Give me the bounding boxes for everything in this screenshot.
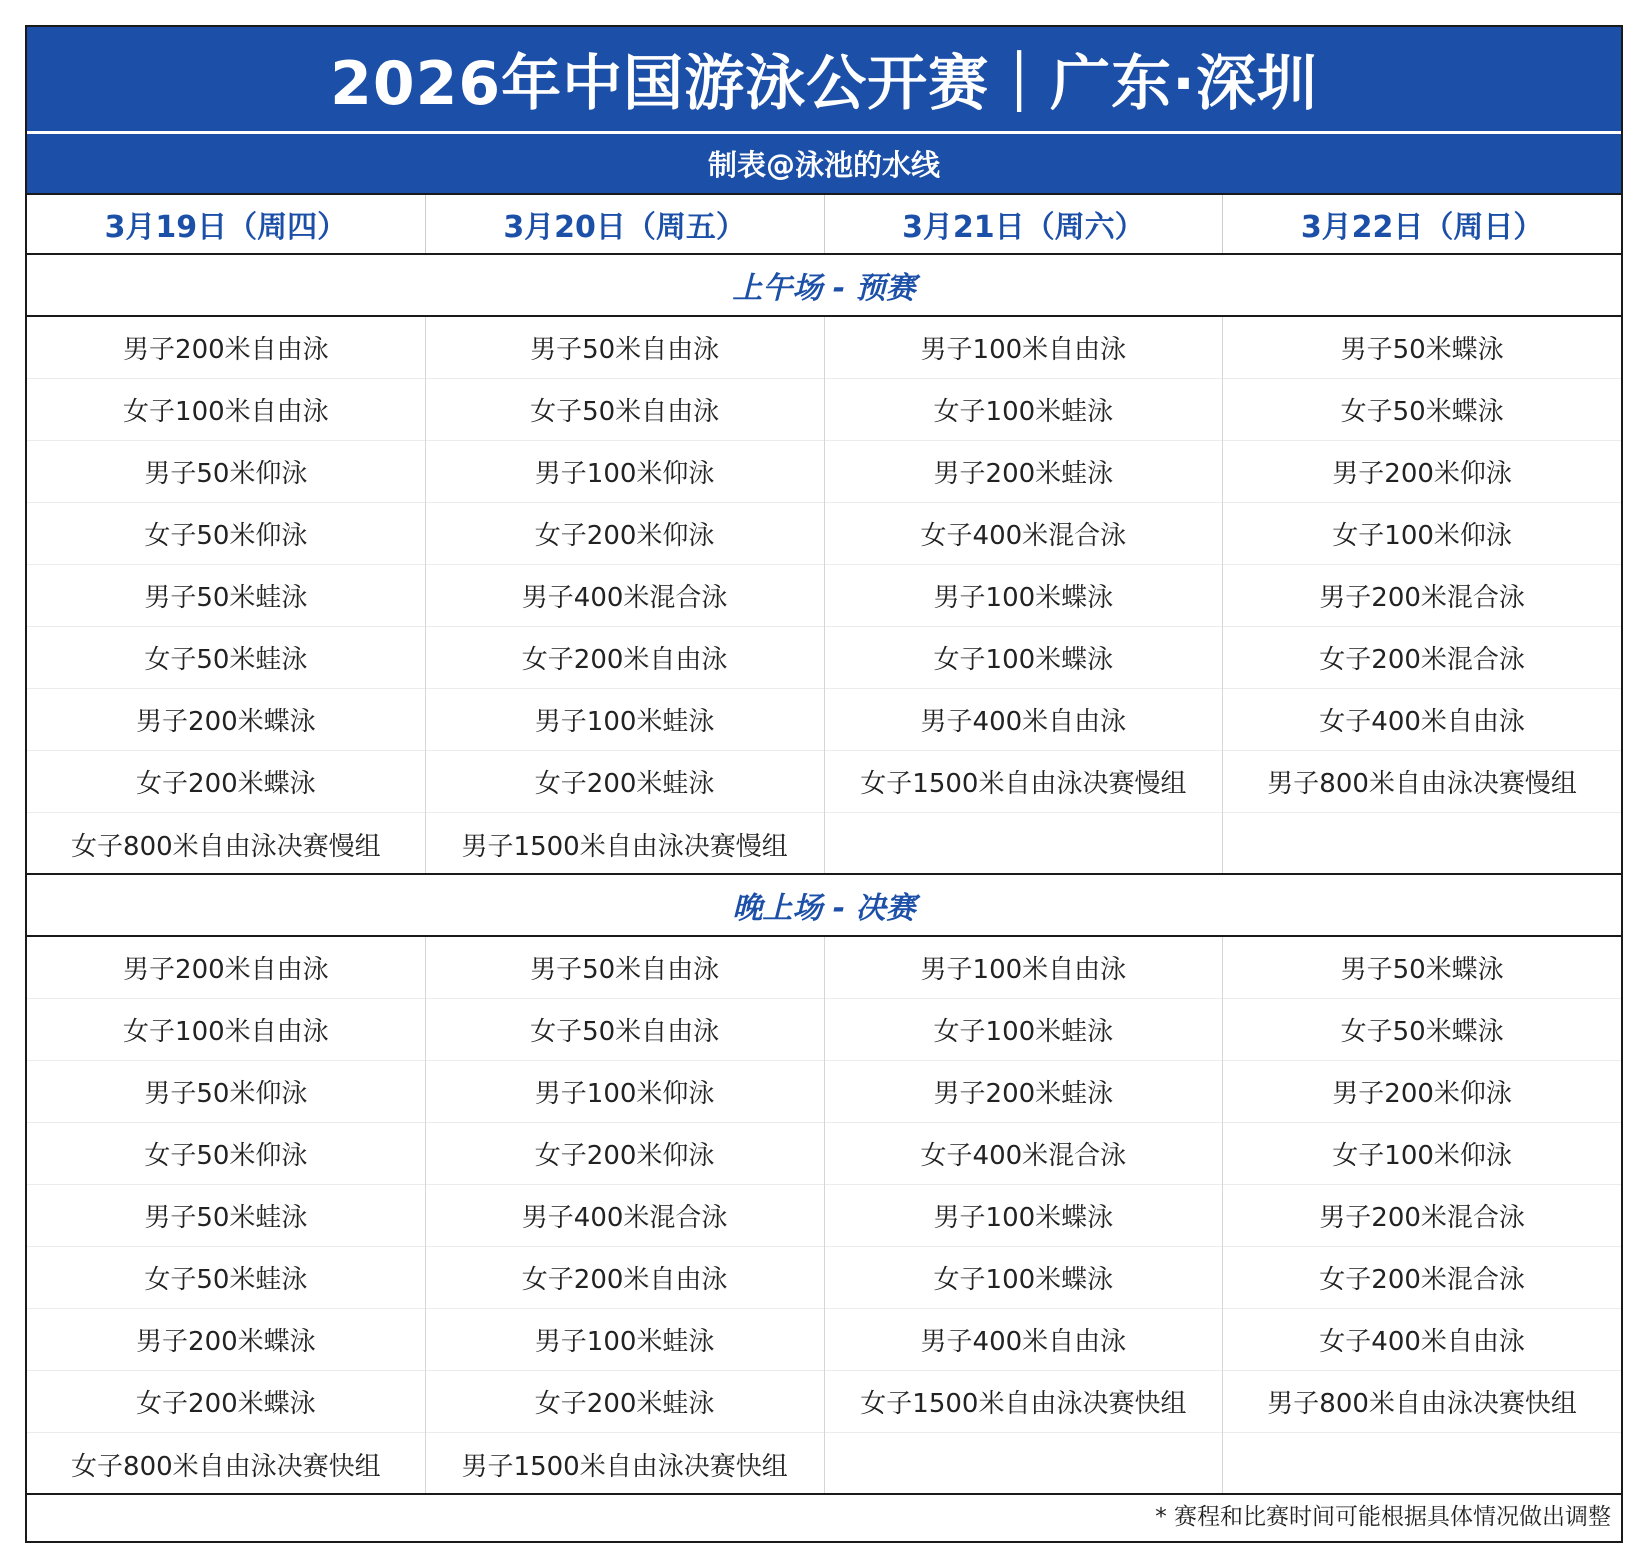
day-header-1: 3月19日（周四） xyxy=(27,195,426,253)
event-cell: 女子100米自由泳 xyxy=(27,379,425,441)
event-cell: 男子200米仰泳 xyxy=(1223,1061,1621,1123)
event-cell: 男子200米自由泳 xyxy=(27,937,425,999)
event-cell: 男子50米蝶泳 xyxy=(1223,937,1621,999)
event-cell: 女子800米自由泳决赛慢组 xyxy=(71,831,381,862)
evening-events-grid xyxy=(27,937,1621,1495)
event-cell: 女子50米蛙泳 xyxy=(27,1247,425,1309)
event-cell: 女子400米混合泳 xyxy=(825,503,1223,565)
event-cell: 男子100米蝶泳 xyxy=(825,565,1223,627)
schedule-title: 2026年中国游泳公开赛｜广东·深圳 xyxy=(27,27,1621,131)
event-cell: 女子50米蝶泳 xyxy=(1223,999,1621,1061)
morning-session-label: 上午场 - 预赛 xyxy=(27,255,1621,317)
event-cell: 男子100米仰泳 xyxy=(426,1061,824,1123)
event-cell: 男子200米蛙泳 xyxy=(825,1061,1223,1123)
morning-events-grid xyxy=(27,317,1621,875)
evening-day-column-4 xyxy=(1223,937,1621,1493)
event-cell xyxy=(1223,1433,1621,1495)
event-cell: 男子800米自由泳决赛快组 xyxy=(1223,1371,1621,1433)
event-cell: 女子100米蝶泳 xyxy=(825,627,1223,689)
morning-day-column-4 xyxy=(1223,317,1621,873)
event-cell: 女子50米自由泳 xyxy=(426,999,824,1061)
day-header-2: 3月20日（周五） xyxy=(426,195,825,253)
event-cell: 男子50米自由泳 xyxy=(426,937,824,999)
event-cell: 女子800米自由泳决赛快组 xyxy=(71,1451,381,1482)
event-cell: 男子1500米自由泳决赛快组 xyxy=(461,1451,788,1482)
event-cell: 男子200米混合泳 xyxy=(1223,565,1621,627)
event-cell: 男子200米混合泳 xyxy=(1223,1185,1621,1247)
event-cell: 男子50米自由泳 xyxy=(426,317,824,379)
event-cell: 女子50米仰泳 xyxy=(27,1123,425,1185)
event-cell: 男子200米蝶泳 xyxy=(27,689,425,751)
event-cell: 女子200米仰泳 xyxy=(426,1123,824,1185)
event-cell: 男子50米仰泳 xyxy=(27,1061,425,1123)
day-header-4: 3月22日（周日） xyxy=(1300,210,1544,245)
event-cell: 女子200米蝶泳 xyxy=(27,1371,425,1433)
event-cell: 女子400米自由泳 xyxy=(1223,1309,1621,1371)
event-cell: 女子100米仰泳 xyxy=(1223,503,1621,565)
event-cell: 女子200米蛙泳 xyxy=(426,1371,824,1433)
morning-day-column-3 xyxy=(825,317,1224,873)
event-cell: 女子200米混合泳 xyxy=(1223,1247,1621,1309)
event-cell: 男子200米仰泳 xyxy=(1223,441,1621,503)
event-cell: 男子400米自由泳 xyxy=(825,689,1223,751)
event-cell: 男子100米自由泳 xyxy=(825,937,1223,999)
event-cell: 男子200米蛙泳 xyxy=(825,441,1223,503)
event-cell: 男子100米蛙泳 xyxy=(426,689,824,751)
event-cell: 女子200米自由泳 xyxy=(426,1247,824,1309)
event-cell: 女子100米蛙泳 xyxy=(825,379,1223,441)
event-cell: 男子400米混合泳 xyxy=(426,565,824,627)
event-cell: 女子200米蛙泳 xyxy=(426,751,824,813)
event-cell: 女子50米自由泳 xyxy=(426,379,824,441)
evening-day-column-2 xyxy=(426,937,825,1493)
evening-day-column-3 xyxy=(825,937,1224,1493)
event-cell: 女子100米蝶泳 xyxy=(825,1247,1223,1309)
event-cell: 女子200米自由泳 xyxy=(426,627,824,689)
event-cell: 女子200米仰泳 xyxy=(426,503,824,565)
event-cell: 男子1500米自由泳决赛慢组 xyxy=(461,831,788,862)
event-cell: 女子100米蛙泳 xyxy=(825,999,1223,1061)
event-cell xyxy=(1223,813,1621,875)
schedule-frame xyxy=(25,25,1623,1543)
evening-session-label: 晚上场 - 决赛 xyxy=(27,875,1621,937)
event-cell: 女子200米混合泳 xyxy=(1223,627,1621,689)
event-cell: 男子400米自由泳 xyxy=(825,1309,1223,1371)
event-cell: 女子100米仰泳 xyxy=(1223,1123,1621,1185)
event-cell xyxy=(825,1433,1223,1495)
event-cell: 男子800米自由泳决赛慢组 xyxy=(1223,751,1621,813)
event-cell: 女子100米自由泳 xyxy=(27,999,425,1061)
event-cell: 男子100米自由泳 xyxy=(825,317,1223,379)
schedule-footnote: * 赛程和比赛时间可能根据具体情况做出调整 xyxy=(1155,1503,1611,1530)
morning-day-column-2 xyxy=(426,317,825,873)
event-cell: 男子50米蛙泳 xyxy=(27,1185,425,1247)
event-cell: 女子50米蝶泳 xyxy=(1223,379,1621,441)
morning-day-column-1 xyxy=(27,317,426,873)
event-cell: 男子50米仰泳 xyxy=(27,441,425,503)
event-cell: 女子200米蝶泳 xyxy=(27,751,425,813)
event-cell: 男子50米蛙泳 xyxy=(27,565,425,627)
day-header-row xyxy=(27,193,1621,255)
event-cell: 男子100米蛙泳 xyxy=(426,1309,824,1371)
evening-day-column-1 xyxy=(27,937,426,1493)
event-cell: 女子400米混合泳 xyxy=(825,1123,1223,1185)
event-cell: 女子50米仰泳 xyxy=(27,503,425,565)
event-cell: 男子200米自由泳 xyxy=(27,317,425,379)
schedule-credit: 制表@泳池的水线 xyxy=(27,131,1621,193)
event-cell: 男子100米仰泳 xyxy=(426,441,824,503)
event-cell: 男子50米蝶泳 xyxy=(1223,317,1621,379)
event-cell: 男子200米蝶泳 xyxy=(27,1309,425,1371)
day-header-3: 3月21日（周六） xyxy=(825,195,1224,253)
event-cell: 女子1500米自由泳决赛快组 xyxy=(825,1371,1223,1433)
event-cell: 女子1500米自由泳决赛慢组 xyxy=(825,751,1223,813)
event-cell: 男子100米蝶泳 xyxy=(825,1185,1223,1247)
event-cell: 女子400米自由泳 xyxy=(1223,689,1621,751)
event-cell: 女子50米蛙泳 xyxy=(27,627,425,689)
event-cell: 男子400米混合泳 xyxy=(426,1185,824,1247)
event-cell xyxy=(825,813,1223,875)
